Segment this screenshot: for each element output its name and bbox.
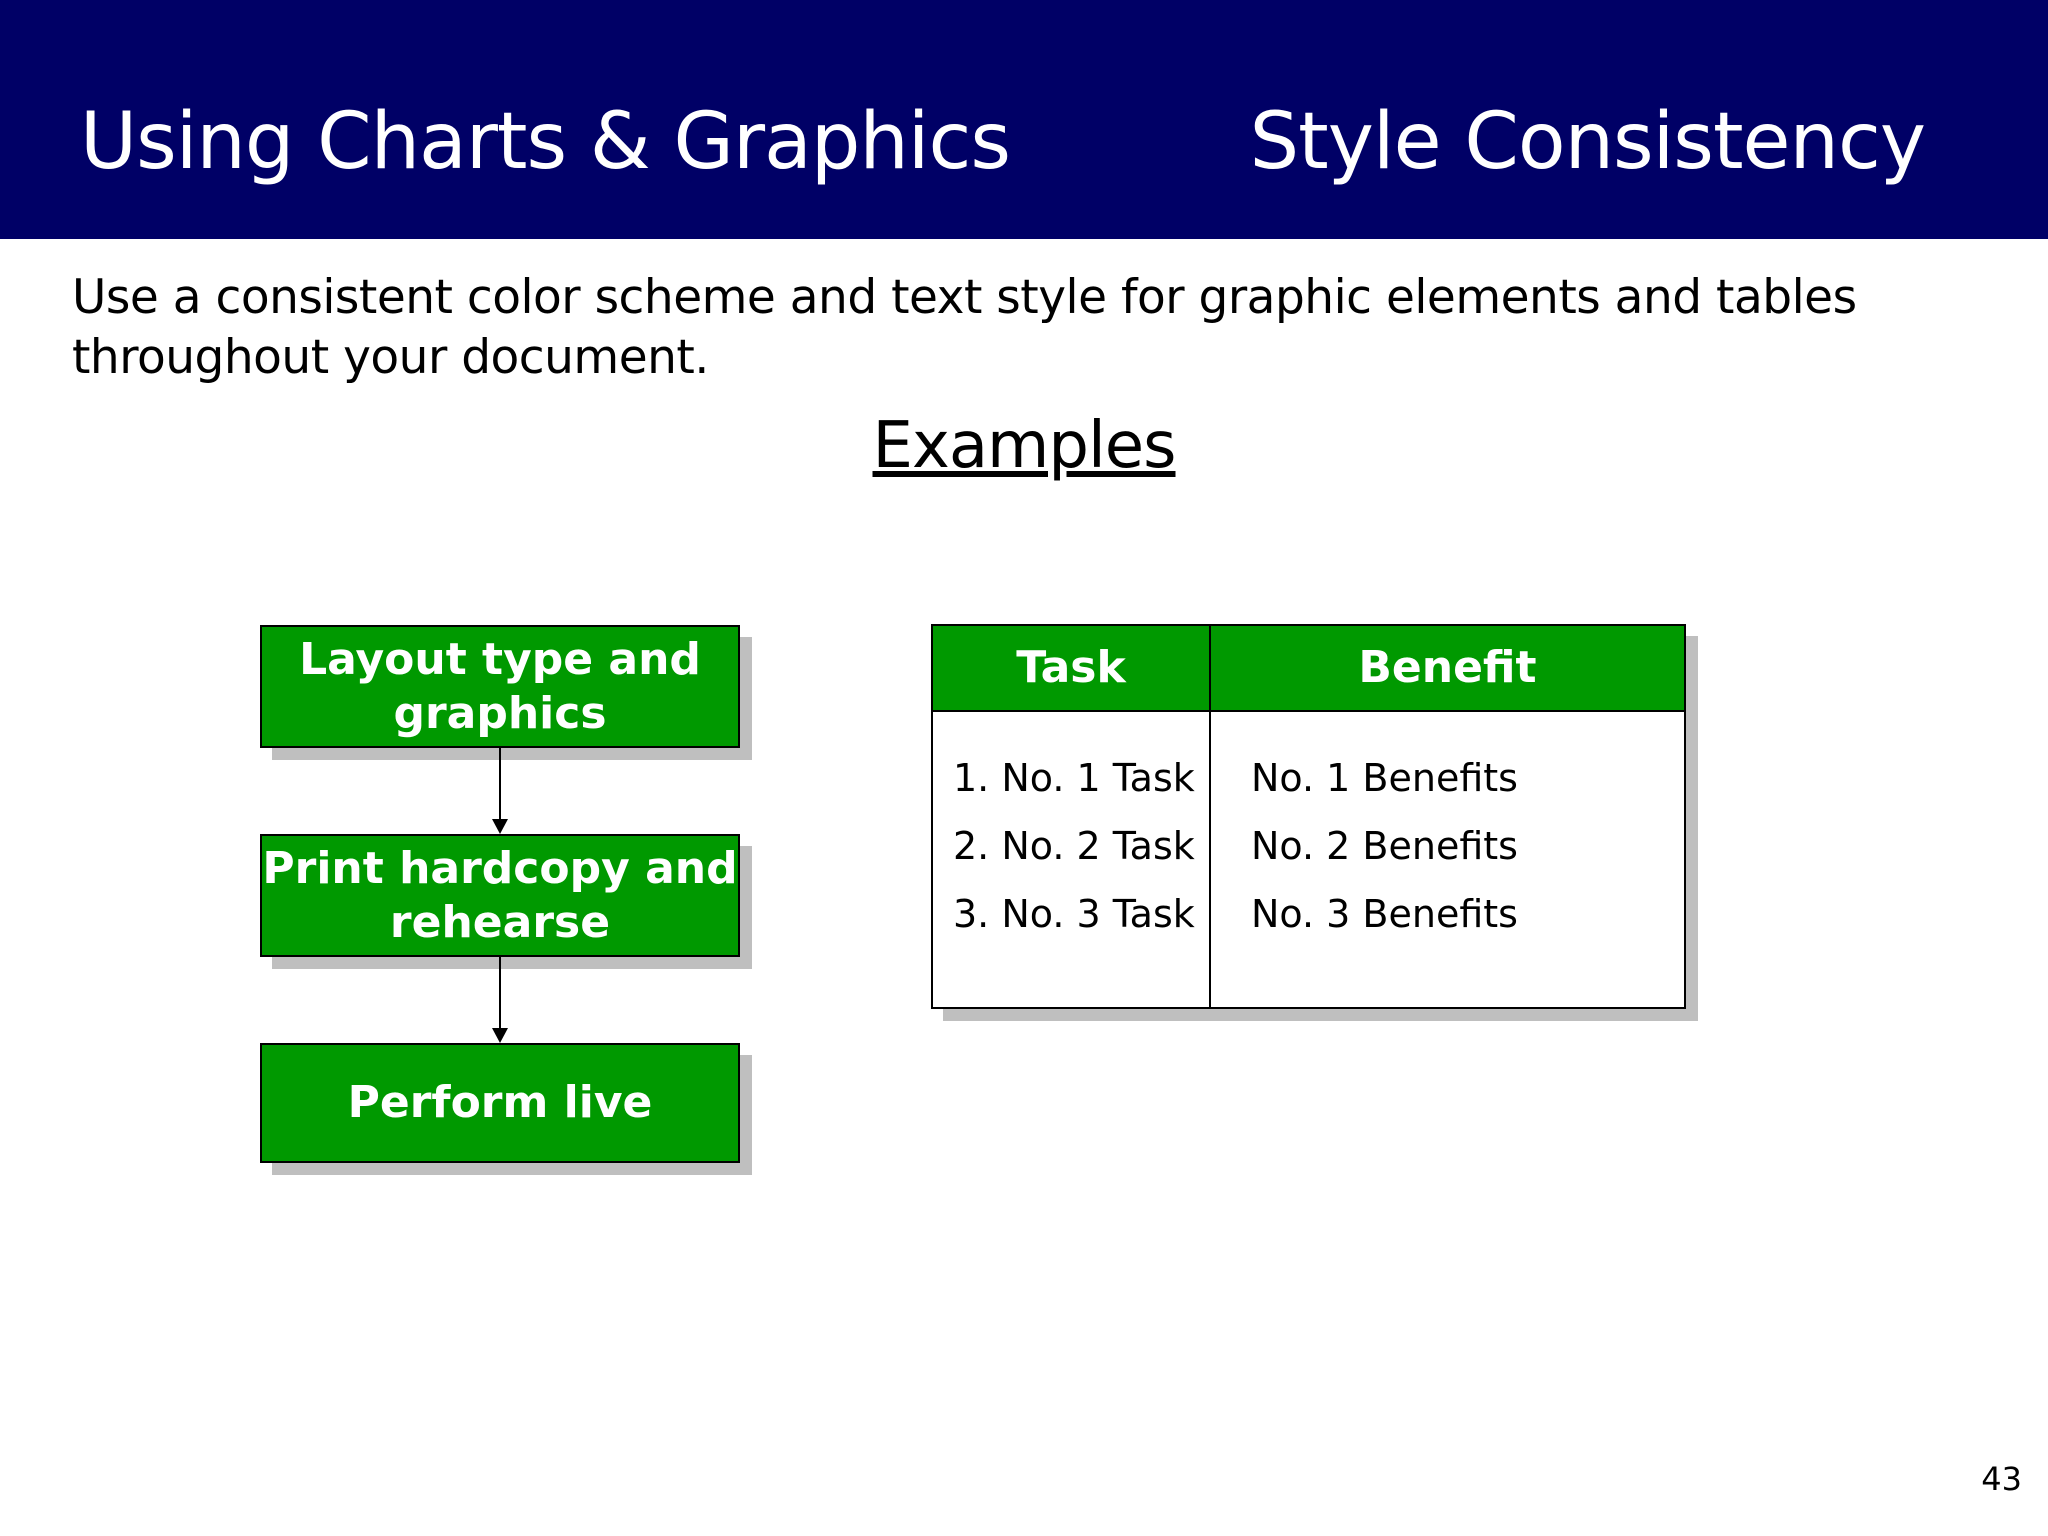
table-header-task: Task	[1016, 642, 1126, 693]
table-cell-benefit: No. 3 Benefits	[1251, 892, 1518, 936]
table-cell-task: 1. No. 1 Task	[953, 756, 1195, 800]
flow-arrow-2	[492, 957, 508, 1043]
examples-heading: Examples	[872, 409, 1176, 483]
page-number: 43	[1981, 1460, 2022, 1498]
table-cell-task: 2. No. 2 Task	[953, 824, 1195, 868]
flow-step-label: Print hardcopy and rehearse	[262, 842, 738, 948]
flow-step-label: Perform live	[347, 1077, 653, 1128]
flow-arrow-1	[492, 748, 508, 834]
benefit-column	[1251, 744, 1518, 948]
intro-text: Use a consistent color scheme and text style for graphic elements and tables throughout your document.	[72, 270, 1857, 385]
task-column	[953, 744, 1195, 948]
title-bar	[0, 0, 2048, 239]
table-cell-benefit: No. 1 Benefits	[1251, 756, 1518, 800]
flow-step-layout	[260, 625, 740, 748]
task-benefit-table	[931, 624, 1686, 1009]
flow-step-print	[260, 834, 740, 957]
flow-step-perform	[260, 1043, 740, 1163]
flow-step-label: Layout type and graphics	[299, 633, 701, 739]
table-column-divider	[1209, 626, 1211, 1007]
slide-title: Using Charts & Graphics	[80, 97, 1010, 187]
table-header-benefit: Benefit	[1358, 642, 1537, 693]
table-cell-task: 3. No. 3 Task	[953, 892, 1195, 936]
table-cell-benefit: No. 2 Benefits	[1251, 824, 1518, 868]
slide-section-title: Style Consistency	[1249, 97, 1925, 187]
